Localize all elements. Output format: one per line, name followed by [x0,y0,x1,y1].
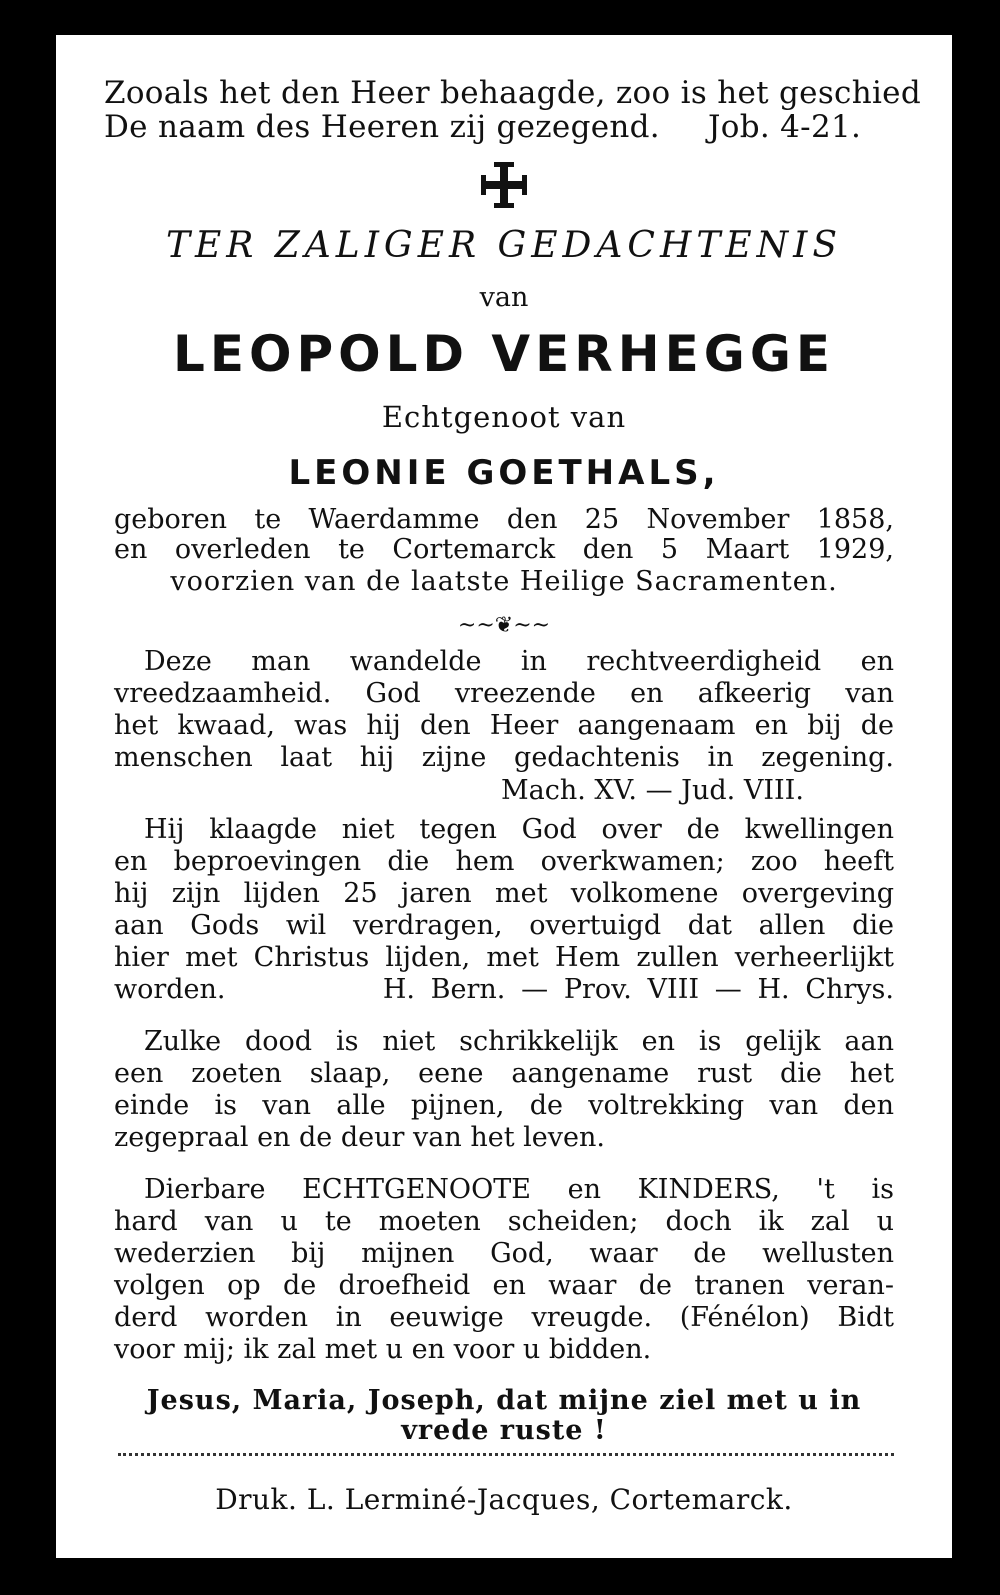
p3-line-1: Zulke dood is niet schrikkelijk en is gelijk aan [144,1026,894,1057]
sacraments-line: voorzien van de laatste Heilige Sacramenten. [170,566,838,597]
p4-line-2: hard van u te moeten scheiden; doch ik zal u [114,1206,894,1237]
ornament-divider: ~~❦~~ [457,613,551,638]
p2-line-3: hij zijn lijden 25 jaren met volkomene overgeving [114,878,894,909]
p2-line-1: Hij klaagde niet tegen God over de kwellingen [144,814,894,845]
p1-line-1: Deze man wandelde in rechtveerdigheid en [144,646,894,677]
death-line: en overleden te Cortemarck den 5 Maart 1929, [114,534,894,565]
deceased-name: LEOPOLD VERHEGGE [172,325,836,383]
verse-line-1: Zooals het den Heer behaagde, zoo is het geschied [104,75,921,111]
memorial-title: TER ZALIGER GEDACHTENIS [165,225,843,266]
van-label: van [479,282,529,313]
printer-credit: Druk. L. Lerminé-Jacques, Cortemarck. [215,1483,793,1516]
p3-line-2: een zoeten slaap, eene aangename rust die het [114,1058,894,1089]
p2-line-6: worden. H. Bern. — Prov. VIII — H. Chrys. [114,974,894,1005]
memorial-card [56,35,952,1558]
cross-icon [56,160,952,219]
prayer-line-2: vrede ruste ! [401,1415,607,1446]
p1-line-3: het kwaad, was hij den Heer aangenaam en bij de [114,710,894,741]
verse-line-2: De naam des Heeren zij gezegend. [104,109,660,145]
p1-line-2: vreedzaamheid. God vreezende en afkeerig van [114,678,894,709]
p2-line-2: en beproevingen die hem overkwamen; zoo heeft [114,846,894,877]
spouse-name: LEONIE GOETHALS, [288,453,720,493]
p4-line-5: derd worden in eeuwige vreugde. (Fénélon) Bidt [114,1302,894,1333]
p2-line-5: hier met Christus lijden, met Hem zullen verheerlijkt [114,942,894,973]
p2-line-4: aan Gods wil verdragen, overtuigd dat allen die [114,910,894,941]
verse-reference: Job. 4-21. [708,109,862,145]
p4-line-3: wederzien bij mijnen God, waar de wellusten [114,1238,894,1269]
cross-icon-svg [479,160,529,210]
p4-line-4: volgen op de droefheid en waar de tranen veran- [114,1270,894,1301]
prayer-line-1: Jesus, Maria, Joseph, dat mijne ziel met u in [146,1385,862,1416]
p3-line-4: zegepraal en de deur van het leven. [114,1122,605,1153]
spouse-label: Echtgenoot van [381,400,627,434]
p4-line-6: voor mij; ik zal met u en voor u bidden. [114,1334,652,1365]
dotted-divider [118,1453,894,1456]
p1-reference: Mach. XV. — Jud. VIII. [501,775,804,806]
p4-line-1: Dierbare ECHTGENOOTE en KINDERS, 't is [144,1174,894,1205]
p3-line-3: einde is van alle pijnen, de voltrekking van den [114,1090,894,1121]
p1-line-4: menschen laat hij zijne gedachtenis in zegening. [114,742,894,773]
birth-line: geboren te Waerdamme den 25 November 1858, [114,504,894,535]
